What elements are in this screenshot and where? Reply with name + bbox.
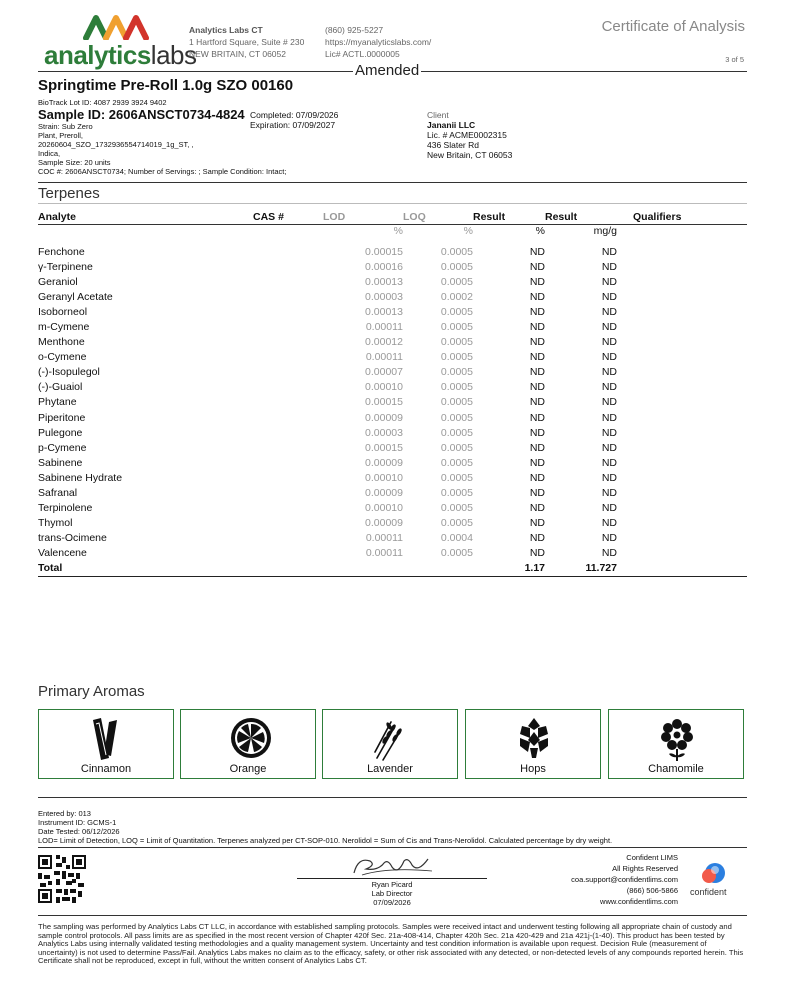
aroma-label: Orange bbox=[229, 763, 267, 775]
cell-analyte: p-Cymene bbox=[38, 441, 87, 454]
cell-cas bbox=[253, 335, 323, 350]
cell-lod: 0.00016 bbox=[365, 260, 403, 273]
cell-loq: 0.0005 bbox=[440, 547, 473, 560]
date-tested: Date Tested: 06/12/2026 bbox=[38, 827, 120, 836]
cell-analyte: trans-Ocimene bbox=[38, 532, 107, 545]
empty-cell bbox=[323, 561, 403, 576]
lims-info bbox=[571, 853, 678, 906]
lab-website: https://myanalyticslabs.com/ bbox=[325, 37, 432, 47]
cell-r1: ND bbox=[529, 245, 545, 258]
table-row bbox=[38, 350, 747, 365]
cell-analyte: Thymol bbox=[38, 517, 73, 530]
cell-cas bbox=[253, 516, 323, 531]
cell-loq: 0.0005 bbox=[440, 456, 473, 469]
cell-r1: ND bbox=[529, 351, 545, 364]
qr-code-icon bbox=[38, 855, 86, 903]
cell-cas bbox=[253, 304, 323, 319]
client-address-1: 436 Slater Rd bbox=[427, 140, 479, 150]
table-row bbox=[38, 289, 747, 304]
amended-label: Amended bbox=[355, 62, 420, 79]
cell-loq: 0.0005 bbox=[440, 366, 473, 379]
unit-result-mg: mg/g bbox=[593, 225, 617, 238]
cell-analyte: Pulegone bbox=[38, 426, 83, 439]
cell-q bbox=[617, 455, 747, 470]
cell-lod: 0.00010 bbox=[365, 381, 403, 394]
cell-loq: 0.0005 bbox=[440, 336, 473, 349]
cell-cas bbox=[253, 486, 323, 501]
matrix-line-3: Indica, bbox=[38, 149, 61, 158]
cell-q bbox=[617, 516, 747, 531]
cell-analyte: Valencene bbox=[38, 547, 87, 560]
cell-r2: ND bbox=[601, 381, 617, 394]
unit-result-percent: % bbox=[535, 225, 545, 238]
unit-loq: % bbox=[463, 225, 473, 238]
cell-r1: ND bbox=[529, 411, 545, 424]
cell-q bbox=[617, 440, 747, 455]
cell-r2: ND bbox=[601, 336, 617, 349]
aroma-card-lavender bbox=[322, 709, 458, 779]
cell-r1: ND bbox=[529, 396, 545, 409]
document-title: Certificate of Analysis bbox=[601, 18, 745, 35]
terpenes-section-title: Terpenes bbox=[38, 185, 100, 202]
units-row bbox=[38, 224, 747, 238]
cell-q bbox=[617, 531, 747, 546]
cell-analyte: Phytane bbox=[38, 396, 77, 409]
cell-q bbox=[617, 546, 747, 561]
client-label: Client bbox=[427, 110, 449, 120]
terpenes-table bbox=[38, 210, 747, 577]
cell-lod: 0.00003 bbox=[365, 290, 403, 303]
header-result-mg: Result bbox=[545, 210, 617, 224]
cell-analyte: Fenchone bbox=[38, 245, 85, 258]
total-cell: 11.727 bbox=[545, 561, 617, 576]
aroma-label: Chamomile bbox=[648, 763, 704, 775]
cell-loq: 0.0005 bbox=[440, 381, 473, 394]
disclaimer-rule bbox=[38, 915, 747, 916]
logo-brand: analytics bbox=[44, 40, 151, 70]
cell-loq: 0.0005 bbox=[440, 321, 473, 334]
instrument-id: Instrument ID: GCMS-1 bbox=[38, 818, 117, 827]
lab-phone: (860) 925-5227 bbox=[325, 25, 384, 35]
lab-name: Analytics Labs CT bbox=[189, 25, 263, 35]
lavender-icon bbox=[371, 716, 411, 762]
chamomile-icon bbox=[657, 716, 697, 762]
cell-r1: ND bbox=[529, 321, 545, 334]
cell-r2: ND bbox=[601, 260, 617, 273]
header-analyte: Analyte bbox=[38, 210, 253, 224]
cell-r1: ND bbox=[529, 517, 545, 530]
table-row bbox=[38, 425, 747, 440]
cell-lod: 0.00003 bbox=[365, 426, 403, 439]
cell-r1: ND bbox=[529, 290, 545, 303]
cell-lod: 0.00010 bbox=[365, 502, 403, 515]
strain: Strain: Sub Zero bbox=[38, 122, 93, 131]
cell-r1: ND bbox=[529, 305, 545, 318]
cell-analyte: Terpinolene bbox=[38, 502, 93, 515]
logo-brand-suffix: labs bbox=[150, 40, 197, 70]
lims-line-4: (866) 506-5866 bbox=[626, 886, 678, 895]
cell-r2: ND bbox=[601, 275, 617, 288]
cell-cas bbox=[253, 350, 323, 365]
confident-logo-text: confident bbox=[690, 887, 727, 897]
header-result-percent: Result bbox=[473, 210, 545, 224]
cell-cas bbox=[253, 531, 323, 546]
cell-r1: ND bbox=[529, 381, 545, 394]
table-row bbox=[38, 319, 747, 334]
aromas-section-title: Primary Aromas bbox=[38, 683, 145, 700]
cell-analyte: m-Cymene bbox=[38, 321, 90, 334]
cell-analyte: Sabinene Hydrate bbox=[38, 471, 123, 484]
cell-lod: 0.00011 bbox=[365, 547, 403, 560]
table-row bbox=[38, 410, 747, 425]
cell-analyte: γ-Terpinene bbox=[38, 260, 93, 273]
matrix-line-2: 20260604_SZO_1732936554714019_1g_ST, , bbox=[38, 140, 194, 149]
cell-q bbox=[617, 304, 747, 319]
table-row bbox=[38, 259, 747, 274]
cell-lod: 0.00009 bbox=[365, 517, 403, 530]
cell-r2: ND bbox=[601, 366, 617, 379]
cell-analyte: (-)-Guaiol bbox=[38, 381, 83, 394]
cell-r2: ND bbox=[601, 426, 617, 439]
cell-loq: 0.0005 bbox=[440, 426, 473, 439]
cell-r2: ND bbox=[601, 305, 617, 318]
client-info bbox=[427, 110, 512, 160]
table-row bbox=[38, 365, 747, 380]
expiration-date: Expiration: 07/09/2027 bbox=[250, 120, 336, 130]
cell-loq: 0.0005 bbox=[440, 260, 473, 273]
sample-details bbox=[38, 122, 286, 176]
header-loq: LOQ bbox=[403, 210, 473, 224]
cell-lod: 0.00009 bbox=[365, 411, 403, 424]
aroma-card-chamomile bbox=[608, 709, 744, 779]
cell-loq: 0.0005 bbox=[440, 487, 473, 500]
cell-r2: ND bbox=[601, 502, 617, 515]
total-row bbox=[38, 561, 747, 576]
signer-block bbox=[297, 880, 487, 907]
lab-license: Lic# ACTL.0000005 bbox=[325, 49, 400, 59]
cell-r2: ND bbox=[601, 441, 617, 454]
aroma-card-cinnamon bbox=[38, 709, 174, 779]
cell-r1: ND bbox=[529, 275, 545, 288]
empty-cell bbox=[253, 561, 323, 576]
table-row bbox=[38, 531, 747, 546]
hops-icon bbox=[514, 716, 554, 762]
cell-q bbox=[617, 380, 747, 395]
cell-q bbox=[617, 410, 747, 425]
table-row bbox=[38, 335, 747, 350]
company-logo bbox=[44, 14, 197, 70]
cell-r1: ND bbox=[529, 456, 545, 469]
cell-cas bbox=[253, 319, 323, 334]
cell-r2: ND bbox=[601, 290, 617, 303]
signature-icon bbox=[348, 853, 438, 879]
aroma-label: Lavender bbox=[367, 763, 413, 775]
cell-cas bbox=[253, 365, 323, 380]
cell-loq: 0.0005 bbox=[440, 502, 473, 515]
table-row bbox=[38, 516, 747, 531]
empty-cell bbox=[403, 561, 473, 576]
cell-analyte: Geraniol bbox=[38, 275, 78, 288]
cell-cas bbox=[253, 244, 323, 259]
signer-date: 07/09/2026 bbox=[373, 898, 411, 907]
disclaimer: The sampling was performed by Analytics Labs CT LLC, in accordance with established sampling protocols. Samples were received intact and underwent testing following all appropriate chain of custody and sample control protocols. All pass limits are as specified in the most recent version of Chapter 420f Sec. 21a-408-414, Chapter 420h Sec. 21a 420-429 and 21a 421j-(1-40). This product has been tested by Analytics Labs using internally validated testing methodologies and a quality management system. Uncertainty and test condition information is available upon request. Decision Rule (measurement of uncertainty) is not used to determine Pass/Fail. Analytics Labs makes no claim as to the efficacy, safety, or other risk associated with any detected, or non-detected levels of any compounds reported herein. This Certificate shall not be reproduced, except in full, without the written consent of Analytics Labs CT. bbox=[38, 922, 744, 966]
cell-r2: ND bbox=[601, 396, 617, 409]
sample-size: Sample Size: 20 units bbox=[38, 158, 111, 167]
lims-line-3: coa.support@confidentlims.com bbox=[571, 875, 678, 884]
notes-rule bbox=[38, 847, 747, 848]
cell-analyte: Piperitone bbox=[38, 411, 86, 424]
cell-r1: ND bbox=[529, 471, 545, 484]
cell-analyte: Safranal bbox=[38, 487, 78, 500]
entered-by: Entered by: 013 bbox=[38, 809, 91, 818]
cell-r2: ND bbox=[601, 245, 617, 258]
signer-name: Ryan Picard bbox=[371, 880, 413, 889]
table-row bbox=[38, 440, 747, 455]
lab-address-1: 1 Hartford Square, Suite # 230 bbox=[189, 37, 305, 47]
cell-q bbox=[617, 259, 747, 274]
cell-r2: ND bbox=[601, 321, 617, 334]
cell-cas bbox=[253, 259, 323, 274]
cell-cas bbox=[253, 455, 323, 470]
product-title: Springtime Pre-Roll 1.0g SZO 00160 bbox=[38, 77, 294, 94]
cell-q bbox=[617, 501, 747, 516]
cell-q bbox=[617, 395, 747, 410]
table-row bbox=[38, 546, 747, 561]
table-row bbox=[38, 395, 747, 410]
unit-lod: % bbox=[393, 225, 403, 238]
table-row bbox=[38, 244, 747, 259]
lims-line-5: www.confidentlims.com bbox=[600, 897, 678, 906]
method-notes: LOD= Limit of Detection, LOQ = Limit of Quantitation. Terpenes analyzed per CT-SOP-010. Nerolidol = Sum of Cis and Trans-Nerolidol. Calculated percentage by dry weight. bbox=[38, 836, 613, 845]
cell-q bbox=[617, 319, 747, 334]
cell-loq: 0.0005 bbox=[440, 517, 473, 530]
orange-icon bbox=[229, 716, 273, 762]
confident-logo-icon bbox=[700, 862, 726, 886]
cell-q bbox=[617, 365, 747, 380]
cell-r1: ND bbox=[529, 502, 545, 515]
client-license: Lic. # ACME0002315 bbox=[427, 130, 507, 140]
cell-lod: 0.00015 bbox=[365, 245, 403, 258]
cell-analyte: Menthone bbox=[38, 336, 85, 349]
header-qualifiers: Qualifiers bbox=[617, 210, 747, 224]
cell-loq: 0.0005 bbox=[440, 441, 473, 454]
table-row bbox=[38, 470, 747, 485]
signature-line bbox=[297, 878, 487, 879]
cell-cas bbox=[253, 470, 323, 485]
cell-cas bbox=[253, 380, 323, 395]
client-address-2: New Britain, CT 06053 bbox=[427, 150, 513, 160]
cell-q bbox=[617, 335, 747, 350]
lims-line-2: All Rights Reserved bbox=[612, 864, 678, 873]
cell-loq: 0.0005 bbox=[440, 351, 473, 364]
table-header-row bbox=[38, 210, 747, 224]
cell-q bbox=[617, 486, 747, 501]
cell-loq: 0.0005 bbox=[440, 305, 473, 318]
cell-loq: 0.0005 bbox=[440, 245, 473, 258]
cell-lod: 0.00013 bbox=[365, 305, 403, 318]
cell-loq: 0.0005 bbox=[440, 275, 473, 288]
cell-analyte: Sabinene bbox=[38, 456, 83, 469]
aroma-card-hops bbox=[465, 709, 601, 779]
table-row bbox=[38, 486, 747, 501]
client-name: Jananii LLC bbox=[427, 120, 476, 130]
total-cell: Total bbox=[38, 561, 253, 576]
logo-mark-icon bbox=[82, 14, 152, 40]
aroma-label: Hops bbox=[520, 763, 546, 775]
completed-date: Completed: 07/09/2026 bbox=[250, 110, 339, 120]
cell-q bbox=[617, 350, 747, 365]
cell-loq: 0.0005 bbox=[440, 411, 473, 424]
cell-r2: ND bbox=[601, 411, 617, 424]
cell-lod: 0.00009 bbox=[365, 487, 403, 500]
table-row bbox=[38, 380, 747, 395]
signer-title: Lab Director bbox=[371, 889, 413, 898]
cell-r2: ND bbox=[601, 471, 617, 484]
table-row bbox=[38, 501, 747, 516]
aroma-card-orange bbox=[180, 709, 316, 779]
table-row bbox=[38, 274, 747, 289]
cell-r1: ND bbox=[529, 260, 545, 273]
cell-q bbox=[617, 244, 747, 259]
header-lod: LOD bbox=[323, 210, 403, 224]
cell-cas bbox=[253, 395, 323, 410]
cell-q bbox=[617, 289, 747, 304]
cell-r1: ND bbox=[529, 441, 545, 454]
cell-analyte: o-Cymene bbox=[38, 351, 87, 364]
cell-r1: ND bbox=[529, 532, 545, 545]
lab-address-2: NEW BRITAIN, CT 06052 bbox=[189, 49, 286, 59]
lims-line-1: Confident LIMS bbox=[626, 853, 678, 862]
header-cas: CAS # bbox=[253, 210, 323, 224]
cell-r1: ND bbox=[529, 426, 545, 439]
cell-lod: 0.00011 bbox=[365, 321, 403, 334]
terpenes-title-rule bbox=[38, 203, 747, 204]
cell-cas bbox=[253, 440, 323, 455]
cell-lod: 0.00009 bbox=[365, 456, 403, 469]
confident-logo bbox=[690, 862, 740, 898]
cell-lod: 0.00015 bbox=[365, 441, 403, 454]
coc-info: COC #: 2606ANSCT0734; Number of Servings: ; Sample Condition: Intact; bbox=[38, 167, 287, 176]
lab-info bbox=[189, 25, 304, 59]
cell-analyte: Geranyl Acetate bbox=[38, 290, 113, 303]
cell-loq: 0.0005 bbox=[440, 396, 473, 409]
cell-lod: 0.00007 bbox=[365, 366, 403, 379]
cell-loq: 0.0004 bbox=[440, 532, 473, 545]
cell-cas bbox=[253, 546, 323, 561]
sample-rule bbox=[38, 182, 747, 183]
sample-id: Sample ID: 2606ANSCT0734-4824 bbox=[38, 107, 245, 122]
cell-cas bbox=[253, 425, 323, 440]
test-info bbox=[38, 809, 612, 845]
cell-cas bbox=[253, 289, 323, 304]
cell-lod: 0.00010 bbox=[365, 471, 403, 484]
cell-analyte: (-)-Isopulegol bbox=[38, 366, 100, 379]
cell-r2: ND bbox=[601, 547, 617, 560]
page-number: 3 of 5 bbox=[725, 55, 744, 64]
cell-q bbox=[617, 470, 747, 485]
cell-cas bbox=[253, 410, 323, 425]
matrix-line-1: Plant, Preroll, bbox=[38, 131, 84, 140]
cell-lod: 0.00012 bbox=[365, 336, 403, 349]
cell-q bbox=[617, 274, 747, 289]
cell-lod: 0.00013 bbox=[365, 275, 403, 288]
empty-cell bbox=[617, 561, 747, 576]
cell-r2: ND bbox=[601, 351, 617, 364]
cell-r2: ND bbox=[601, 487, 617, 500]
cell-r1: ND bbox=[529, 547, 545, 560]
cell-loq: 0.0002 bbox=[440, 290, 473, 303]
cell-r1: ND bbox=[529, 366, 545, 379]
cell-q bbox=[617, 425, 747, 440]
cell-cas bbox=[253, 501, 323, 516]
cell-lod: 0.00011 bbox=[365, 351, 403, 364]
cinnamon-icon bbox=[87, 716, 125, 762]
cell-r1: ND bbox=[529, 487, 545, 500]
footer-rule bbox=[38, 797, 747, 798]
cell-loq: 0.0005 bbox=[440, 471, 473, 484]
biotrack-lot: BioTrack Lot ID: 4087 2939 3924 9402 bbox=[38, 98, 167, 107]
cell-r2: ND bbox=[601, 456, 617, 469]
cell-r2: ND bbox=[601, 517, 617, 530]
table-row bbox=[38, 455, 747, 470]
aroma-label: Cinnamon bbox=[80, 763, 132, 775]
lab-contact bbox=[325, 25, 431, 59]
cell-cas bbox=[253, 274, 323, 289]
cell-lod: 0.00015 bbox=[365, 396, 403, 409]
dates bbox=[250, 110, 338, 130]
table-row bbox=[38, 304, 747, 319]
cell-r1: ND bbox=[529, 336, 545, 349]
cell-analyte: Isoborneol bbox=[38, 305, 88, 318]
cell-r2: ND bbox=[601, 532, 617, 545]
cell-lod: 0.00011 bbox=[365, 532, 403, 545]
total-cell: 1.17 bbox=[473, 561, 545, 576]
